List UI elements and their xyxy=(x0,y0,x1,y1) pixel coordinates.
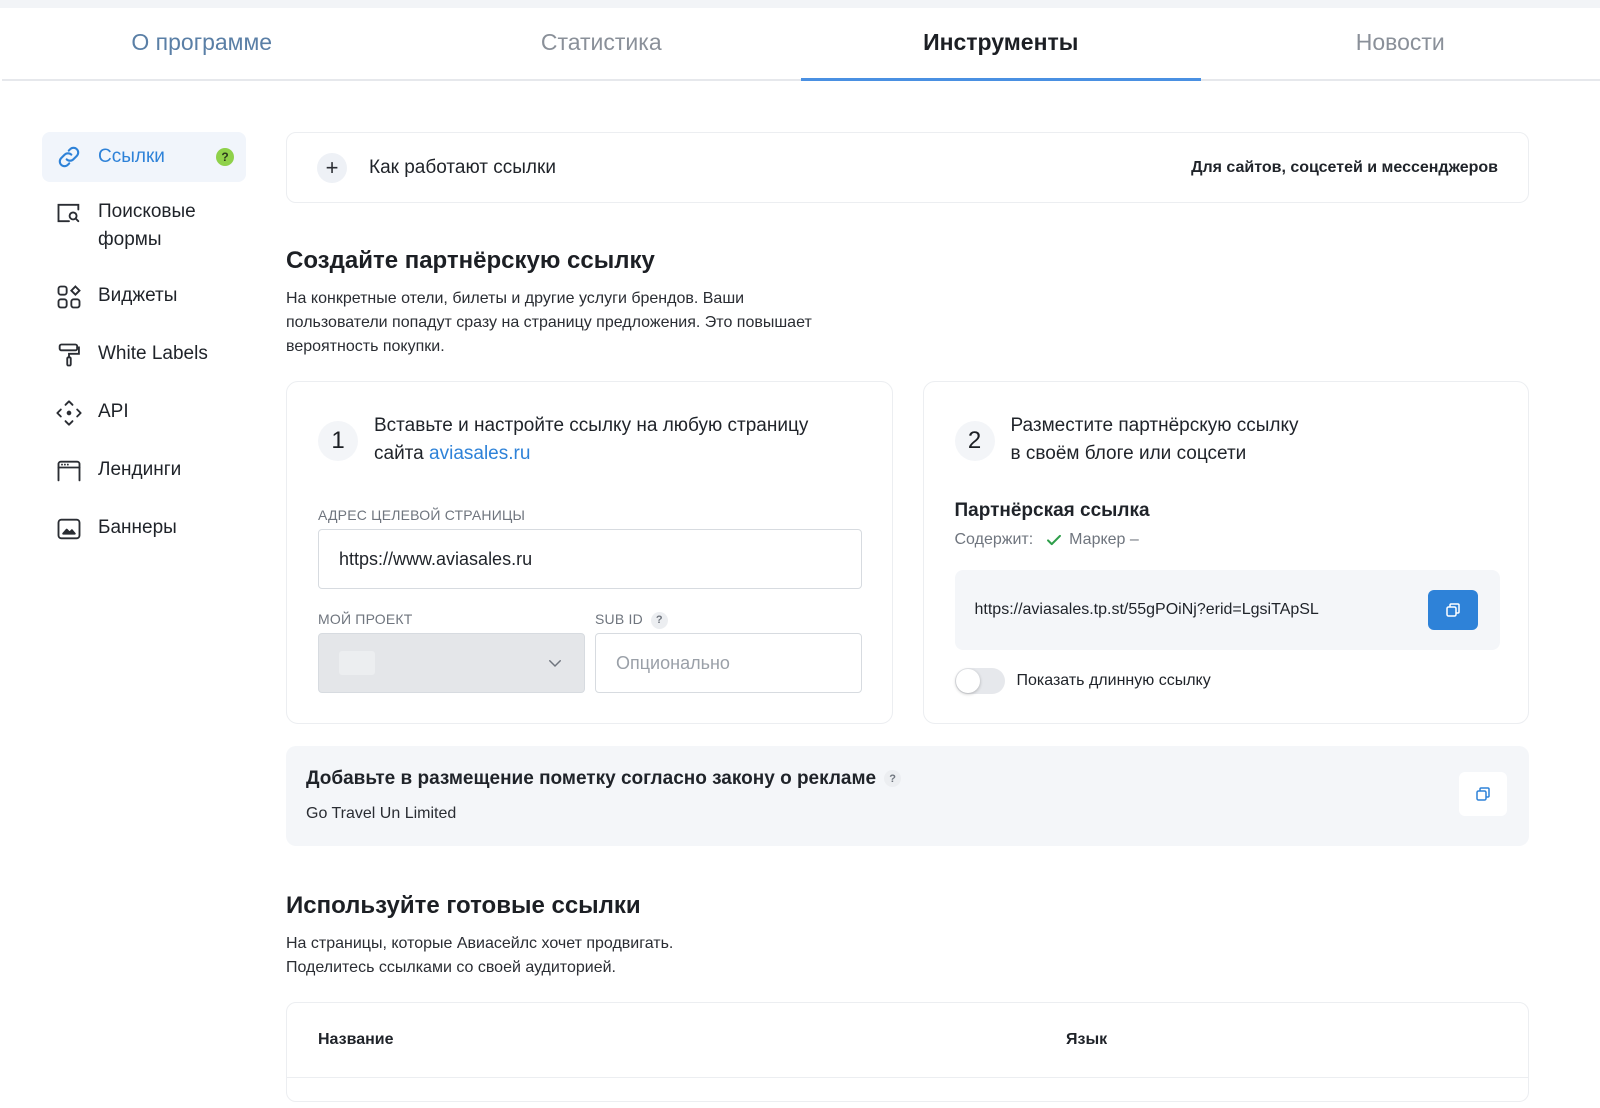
main-tabs xyxy=(2,8,1600,81)
copy-notice-button[interactable] xyxy=(1459,772,1507,816)
subid-label-text: SUB ID xyxy=(595,611,643,627)
column-header-language: Язык xyxy=(1066,1031,1108,1048)
tab-tools[interactable]: Инструменты xyxy=(801,8,1201,79)
api-icon xyxy=(54,398,84,428)
tab-statistics[interactable]: Статистика xyxy=(540,29,662,55)
target-url-input[interactable]: https://www.aviasales.ru xyxy=(318,529,862,589)
how-links-work-accordion[interactable] xyxy=(286,132,1529,203)
step-number: 1 xyxy=(318,421,358,461)
partner-url[interactable]: https://aviasales.tp.st/55gPOiNj?erid=LgsiTApSL xyxy=(974,601,1319,618)
subid-input[interactable]: Опционально xyxy=(595,633,862,693)
step-1-card xyxy=(286,381,893,724)
sidebar-item-label: White Labels xyxy=(98,343,208,364)
step-2-line-2: в своём блоге или соцсети xyxy=(1010,443,1247,464)
sidebar-item-api[interactable] xyxy=(42,386,246,440)
ad-law-title xyxy=(306,768,901,790)
ad-law-title-text: Добавьте в размещение пометку согласно закону о рекламе xyxy=(306,768,877,789)
search-form-icon xyxy=(54,198,84,228)
banner-icon xyxy=(54,514,84,544)
create-link-description: На конкретные отели, билеты и другие услуги брендов. Ваши пользователи попадут сразу на страницу предложения. Это повышает вероятность покупки. xyxy=(286,290,812,355)
sidebar-item-banners[interactable] xyxy=(42,502,246,556)
subid-label xyxy=(595,611,668,629)
sidebar-item-label: Лендинги xyxy=(98,459,182,480)
paint-roller-icon xyxy=(54,340,84,370)
project-select[interactable] xyxy=(318,633,585,693)
tab-about[interactable]: О программе xyxy=(131,29,273,55)
column-header-name: Название xyxy=(318,1031,394,1048)
link-icon xyxy=(54,142,84,172)
create-link-title: Создайте партнёрскую ссылку xyxy=(286,247,655,274)
chevron-down-icon xyxy=(546,654,564,672)
sidebar-item-widgets[interactable] xyxy=(42,270,246,324)
copy-icon xyxy=(1444,601,1462,619)
steps-cards xyxy=(286,381,1529,724)
partner-link-title: Партнёрская ссылка xyxy=(954,500,1150,521)
project-label: МОЙ ПРОЕКТ xyxy=(318,611,413,627)
copy-link-button[interactable] xyxy=(1428,590,1478,630)
step-1-label: Вставьте и настройте ссылку на любую страницу сайта xyxy=(374,415,809,464)
target-url-label: АДРЕС ЦЕЛЕВОЙ СТРАНИЦЫ xyxy=(318,507,526,523)
accordion-title: Как работают ссылки xyxy=(369,156,556,178)
sidebar-item-links[interactable] xyxy=(42,132,246,182)
landing-icon xyxy=(54,456,84,486)
ready-links-description xyxy=(286,932,986,980)
ready-desc-line-2: Поделитесь ссылками со своей аудиторией. xyxy=(286,959,616,976)
long-link-toggle-label: Показать длинную ссылку xyxy=(1016,672,1211,689)
ad-law-value: Go Travel Un Limited xyxy=(306,805,457,822)
step-1-text xyxy=(374,412,844,468)
project-value xyxy=(339,651,375,675)
contains-label: Содержит: xyxy=(954,531,1034,548)
long-link-toggle-row xyxy=(955,668,1211,694)
accordion-subtitle: Для сайтов, соцсетей и мессенджеров xyxy=(1191,158,1498,176)
partner-url-box xyxy=(955,570,1500,650)
top-strip xyxy=(0,0,1600,8)
plus-icon[interactable]: + xyxy=(317,153,347,183)
table-divider xyxy=(287,1077,1528,1078)
sidebar-item-label: API xyxy=(98,401,129,422)
step-2-line-1: Разместите партнёрскую ссылку xyxy=(1010,415,1299,436)
sidebar-item-label: Ссылки xyxy=(98,146,165,167)
main-content xyxy=(286,132,1529,1102)
ready-links-table xyxy=(286,1002,1529,1102)
step-2-text xyxy=(1011,412,1481,468)
long-link-toggle[interactable] xyxy=(955,668,1005,694)
contains-row xyxy=(955,531,1139,549)
ready-desc-line-1: На страницы, которые Авиасейлс хочет продвигать. xyxy=(286,935,674,952)
step-2-card xyxy=(923,381,1530,724)
ready-links-title: Используйте готовые ссылки xyxy=(286,892,641,919)
help-badge[interactable]: ? xyxy=(216,148,234,166)
widgets-icon xyxy=(54,282,84,312)
sidebar-item-landings[interactable] xyxy=(42,444,246,498)
help-icon[interactable]: ? xyxy=(651,612,668,629)
sidebar-item-white-labels[interactable] xyxy=(42,328,246,382)
sidebar-item-search-forms[interactable] xyxy=(42,186,246,266)
ad-law-notice xyxy=(286,746,1529,846)
check-icon xyxy=(1045,531,1063,549)
sidebar xyxy=(42,132,246,560)
aviasales-link[interactable]: aviasales.ru xyxy=(429,443,531,464)
marker-value: Маркер – xyxy=(1069,531,1139,548)
step-number: 2 xyxy=(955,421,995,461)
help-icon[interactable]: ? xyxy=(884,770,901,787)
sidebar-item-label: Виджеты xyxy=(98,285,178,306)
tab-news[interactable]: Новости xyxy=(1355,29,1445,55)
sidebar-item-label: Баннеры xyxy=(98,517,177,538)
toggle-knob xyxy=(956,669,980,693)
sidebar-item-label: Поисковые формы xyxy=(98,201,196,250)
copy-icon xyxy=(1474,785,1492,803)
